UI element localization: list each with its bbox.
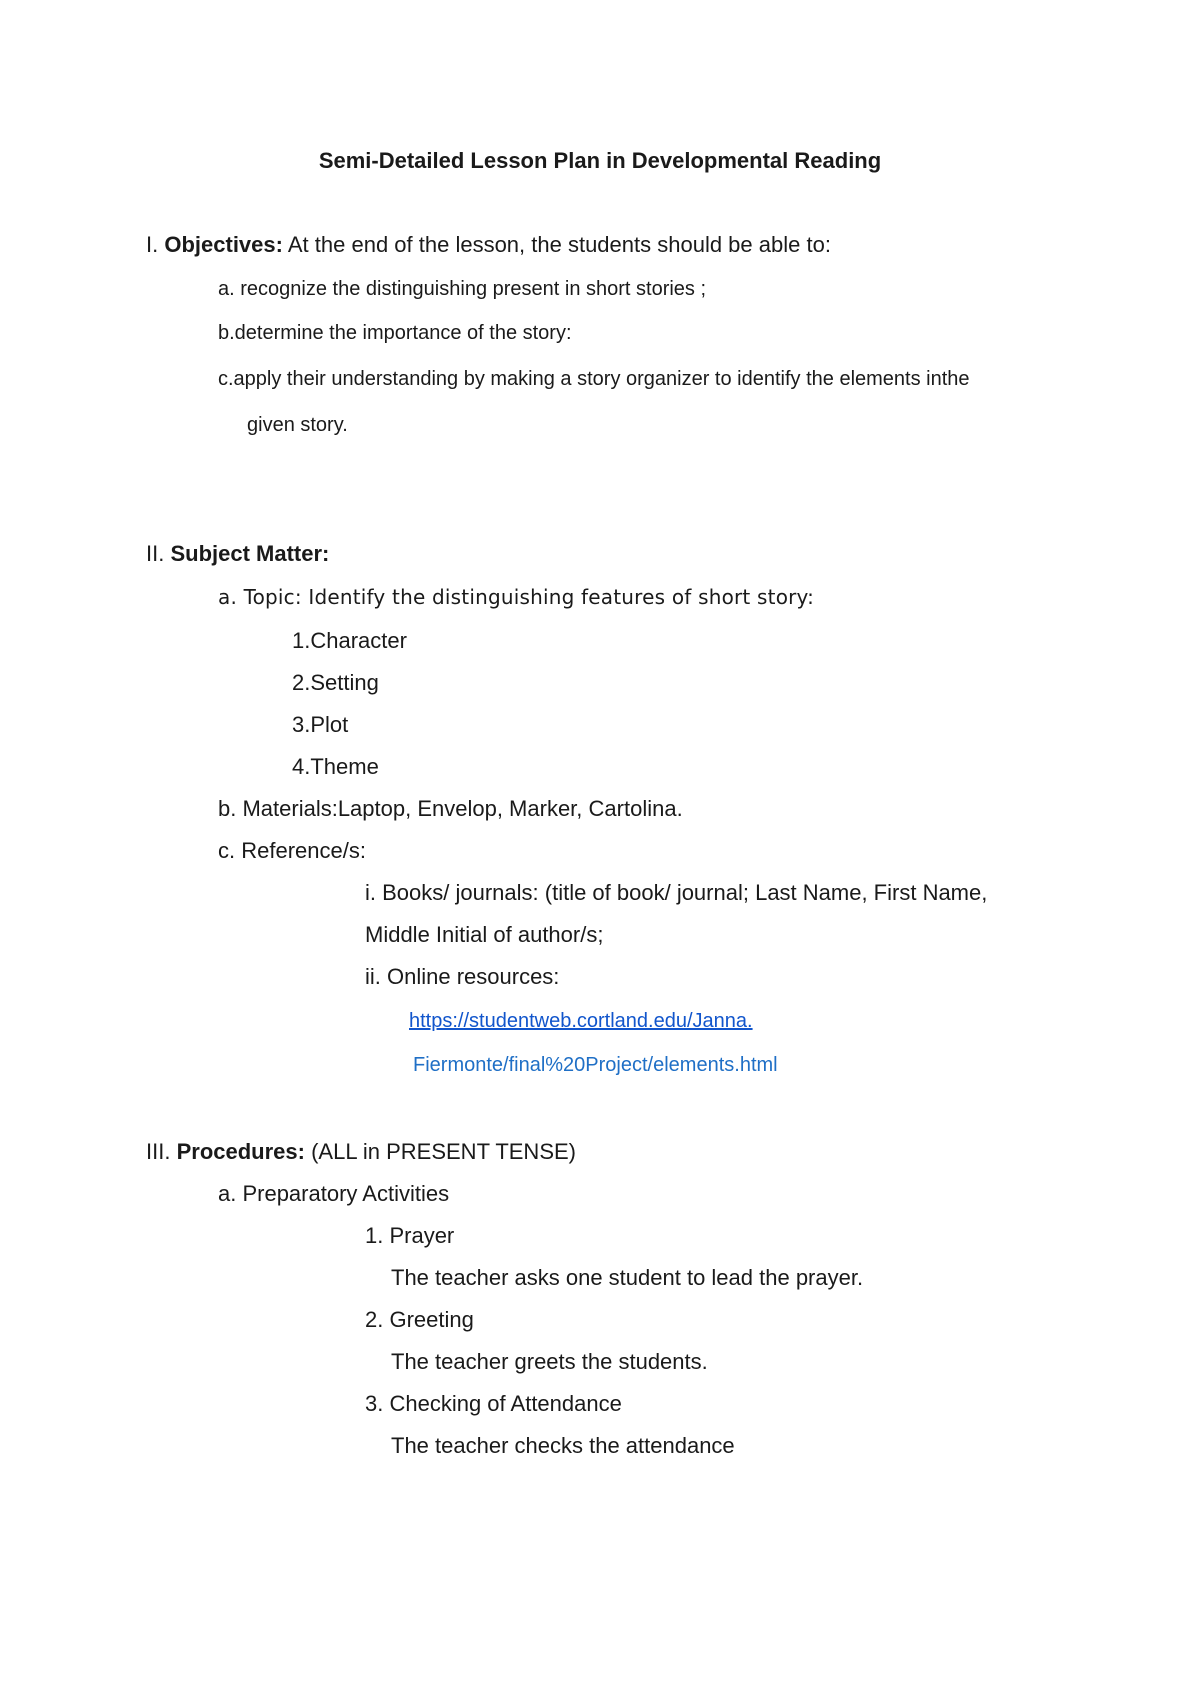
element-item: 1.Character <box>292 628 407 653</box>
objectives-numeral: I. <box>146 232 159 257</box>
step-label: 1. Prayer <box>365 1223 455 1248</box>
objectives-line <box>146 232 831 258</box>
document-title: Semi-Detailed Lesson Plan in Developmental Reading <box>318 148 882 173</box>
books-line-2: Middle Initial of author/s; <box>365 922 604 947</box>
online-resource-link-cont[interactable]: Fiermonte/final%20Project/elements.html <box>413 1054 778 1076</box>
objectives-heading: Objectives: <box>164 232 283 257</box>
procedures-line <box>146 1139 576 1165</box>
step-description: The teacher checks the attendance <box>391 1433 735 1458</box>
preparatory-activities-label: a. Preparatory Activities <box>218 1181 450 1206</box>
subject-matter-numeral: II. <box>146 541 165 566</box>
subject-matter-line <box>146 541 329 567</box>
step-label: 2. Greeting <box>365 1307 474 1332</box>
procedures-heading: Procedures: <box>176 1139 305 1164</box>
objective-item-c-cont: given story. <box>247 414 348 436</box>
topic-line: a. Topic: Identify the distinguishing features of short story: <box>218 585 815 609</box>
objectives-intro: At the end of the lesson, the students should be able to: <box>287 232 831 257</box>
element-item: 4.Theme <box>292 754 379 779</box>
materials-line: b. Materials:Laptop, Envelop, Marker, Cartolina. <box>218 796 683 821</box>
step-description: The teacher asks one student to lead the prayer. <box>391 1265 864 1290</box>
objective-item-a: a. recognize the distinguishing present in short stories ; <box>218 278 707 300</box>
element-item: 3.Plot <box>292 712 349 737</box>
objective-item-b: b.determine the importance of the story: <box>218 322 572 344</box>
procedures-note: (ALL in PRESENT TENSE) <box>311 1139 576 1164</box>
step-label: 3. Checking of Attendance <box>365 1391 622 1416</box>
subject-matter-heading: Subject Matter: <box>170 541 330 566</box>
element-item: 2.Setting <box>292 670 379 695</box>
objective-item-c: c.apply their understanding by making a story organizer to identify the elements inthe <box>218 368 970 390</box>
procedures-numeral: III. <box>146 1139 171 1164</box>
books-line-1: i. Books/ journals: (title of book/ journal; Last Name, First Name, <box>365 880 988 905</box>
step-description: The teacher greets the students. <box>391 1349 708 1374</box>
references-label: c. Reference/s: <box>218 838 366 863</box>
online-resource-link[interactable]: https://studentweb.cortland.edu/Janna. <box>409 1010 753 1032</box>
online-resources-label: ii. Online resources: <box>365 964 560 989</box>
